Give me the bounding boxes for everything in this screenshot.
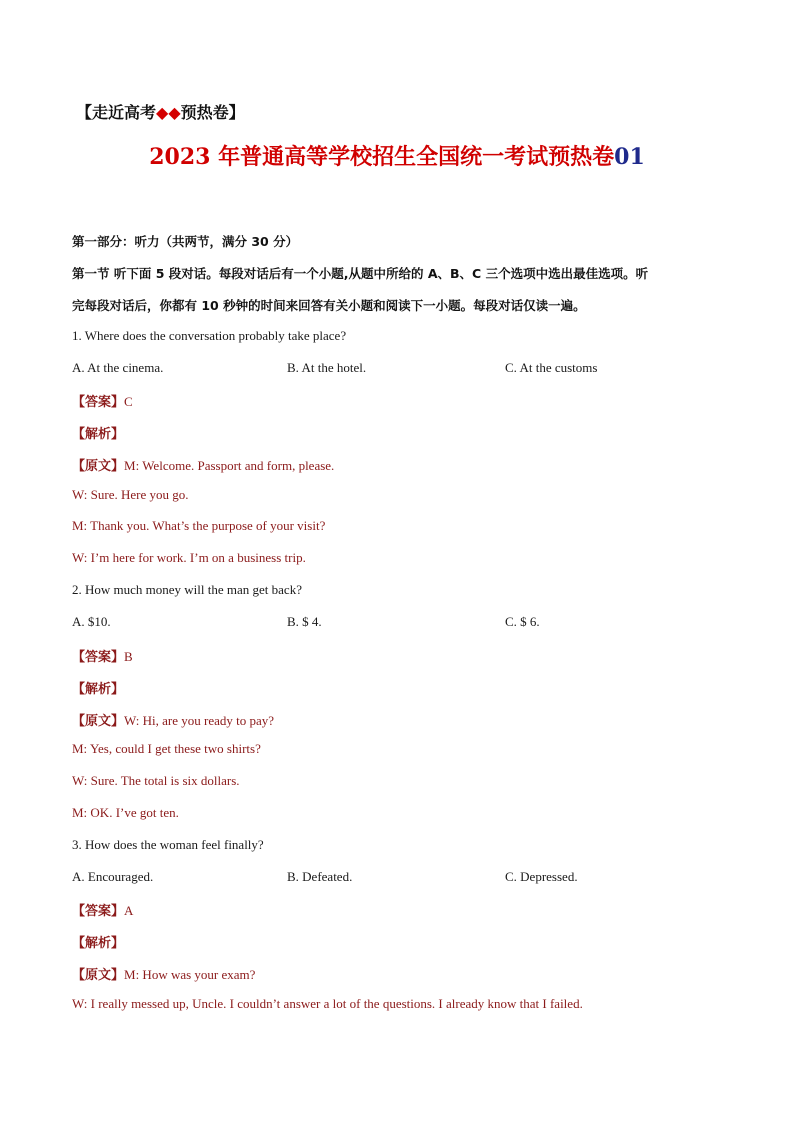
q3-option-a: A. Encouraged. [72, 869, 154, 884]
q2-transcript-1: 【原文】W: Hi, are you ready to pay? [72, 713, 275, 729]
q2-analysis [72, 678, 124, 697]
question-2: 2. How much money will the man get back? [72, 582, 302, 597]
answer-label: 【答案】 [72, 395, 125, 410]
paper-tag [76, 100, 245, 123]
q3-answer [72, 900, 133, 919]
q1-transcript-2: W: Sure. Here you go. [72, 487, 189, 502]
original-label: 【原文】 [72, 968, 125, 983]
q1-transcript-3: M: Thank you. What’s the purpose of your visit? [72, 518, 326, 533]
q3-option-c: C. Depressed. [505, 869, 578, 884]
q2-option-a: A. $10. [72, 614, 111, 629]
q3-option-b: B. Defeated. [287, 869, 353, 884]
q3-analysis [72, 932, 124, 951]
analysis-label: 【解析】 [72, 682, 125, 697]
page-title [0, 140, 794, 171]
q1-answer-value: C [124, 394, 133, 409]
original-label: 【原文】 [72, 459, 125, 474]
question-1: 1. Where does the conversation probably take place? [72, 328, 347, 343]
q1-analysis [72, 423, 124, 442]
q1-option-a: A. At the cinema. [72, 360, 164, 375]
q2-option-c: C. $ 6. [505, 614, 540, 629]
answer-label: 【答案】 [72, 650, 125, 665]
instruction-line-2: 完每段对话后，你都有 10 秒钟的时间来回答有关小题和阅读下一小题。每段对话仅读一遍。 [72, 298, 586, 313]
q3-answer-value: A [124, 903, 134, 918]
answer-label: 【答案】 [72, 904, 125, 919]
paper-tag-right: 预热卷】 [180, 103, 245, 122]
part-heading: 第一部分：听力（共两节，满分 30 分） [72, 234, 299, 249]
question-3: 3. How does the woman feel finally? [72, 837, 264, 852]
q2-answer-value: B [124, 649, 133, 664]
title-number: 01 [614, 144, 645, 170]
diamond-icon: ◆◆ [156, 103, 181, 122]
q2-transcript-4: M: OK. I’ve got ten. [72, 805, 179, 820]
q1-answer [72, 391, 133, 410]
q2-option-b: B. $ 4. [287, 614, 322, 629]
q1-transcript-4: W: I’m here for work. I’m on a business trip. [72, 550, 306, 565]
q2-answer [72, 646, 133, 665]
q3-transcript-1: 【原文】M: How was your exam? [72, 967, 256, 983]
instruction-line-1: 第一节 听下面 5 段对话。每段对话后有一个小题,从题中所给的 A、B、C 三个选项中选出最佳选项。听 [72, 266, 649, 281]
analysis-label: 【解析】 [72, 427, 125, 442]
analysis-label: 【解析】 [72, 936, 125, 951]
q1-option-c: C. At the customs [505, 360, 598, 375]
q3-transcript-2: W: I really messed up, Uncle. I couldn’t answer a lot of the questions. I already know that I failed. [72, 996, 583, 1011]
original-label: 【原文】 [72, 714, 125, 729]
title-main: 2023 年普通高等学校招生全国统一考试预热卷 [149, 144, 615, 170]
q2-transcript-3: W: Sure. The total is six dollars. [72, 773, 240, 788]
q1-option-b: B. At the hotel. [287, 360, 367, 375]
q1-transcript-1: 【原文】M: Welcome. Passport and form, please. [72, 458, 335, 474]
paper-tag-left: 【走近高考 [76, 103, 157, 122]
q2-transcript-2: M: Yes, could I get these two shirts? [72, 741, 261, 756]
